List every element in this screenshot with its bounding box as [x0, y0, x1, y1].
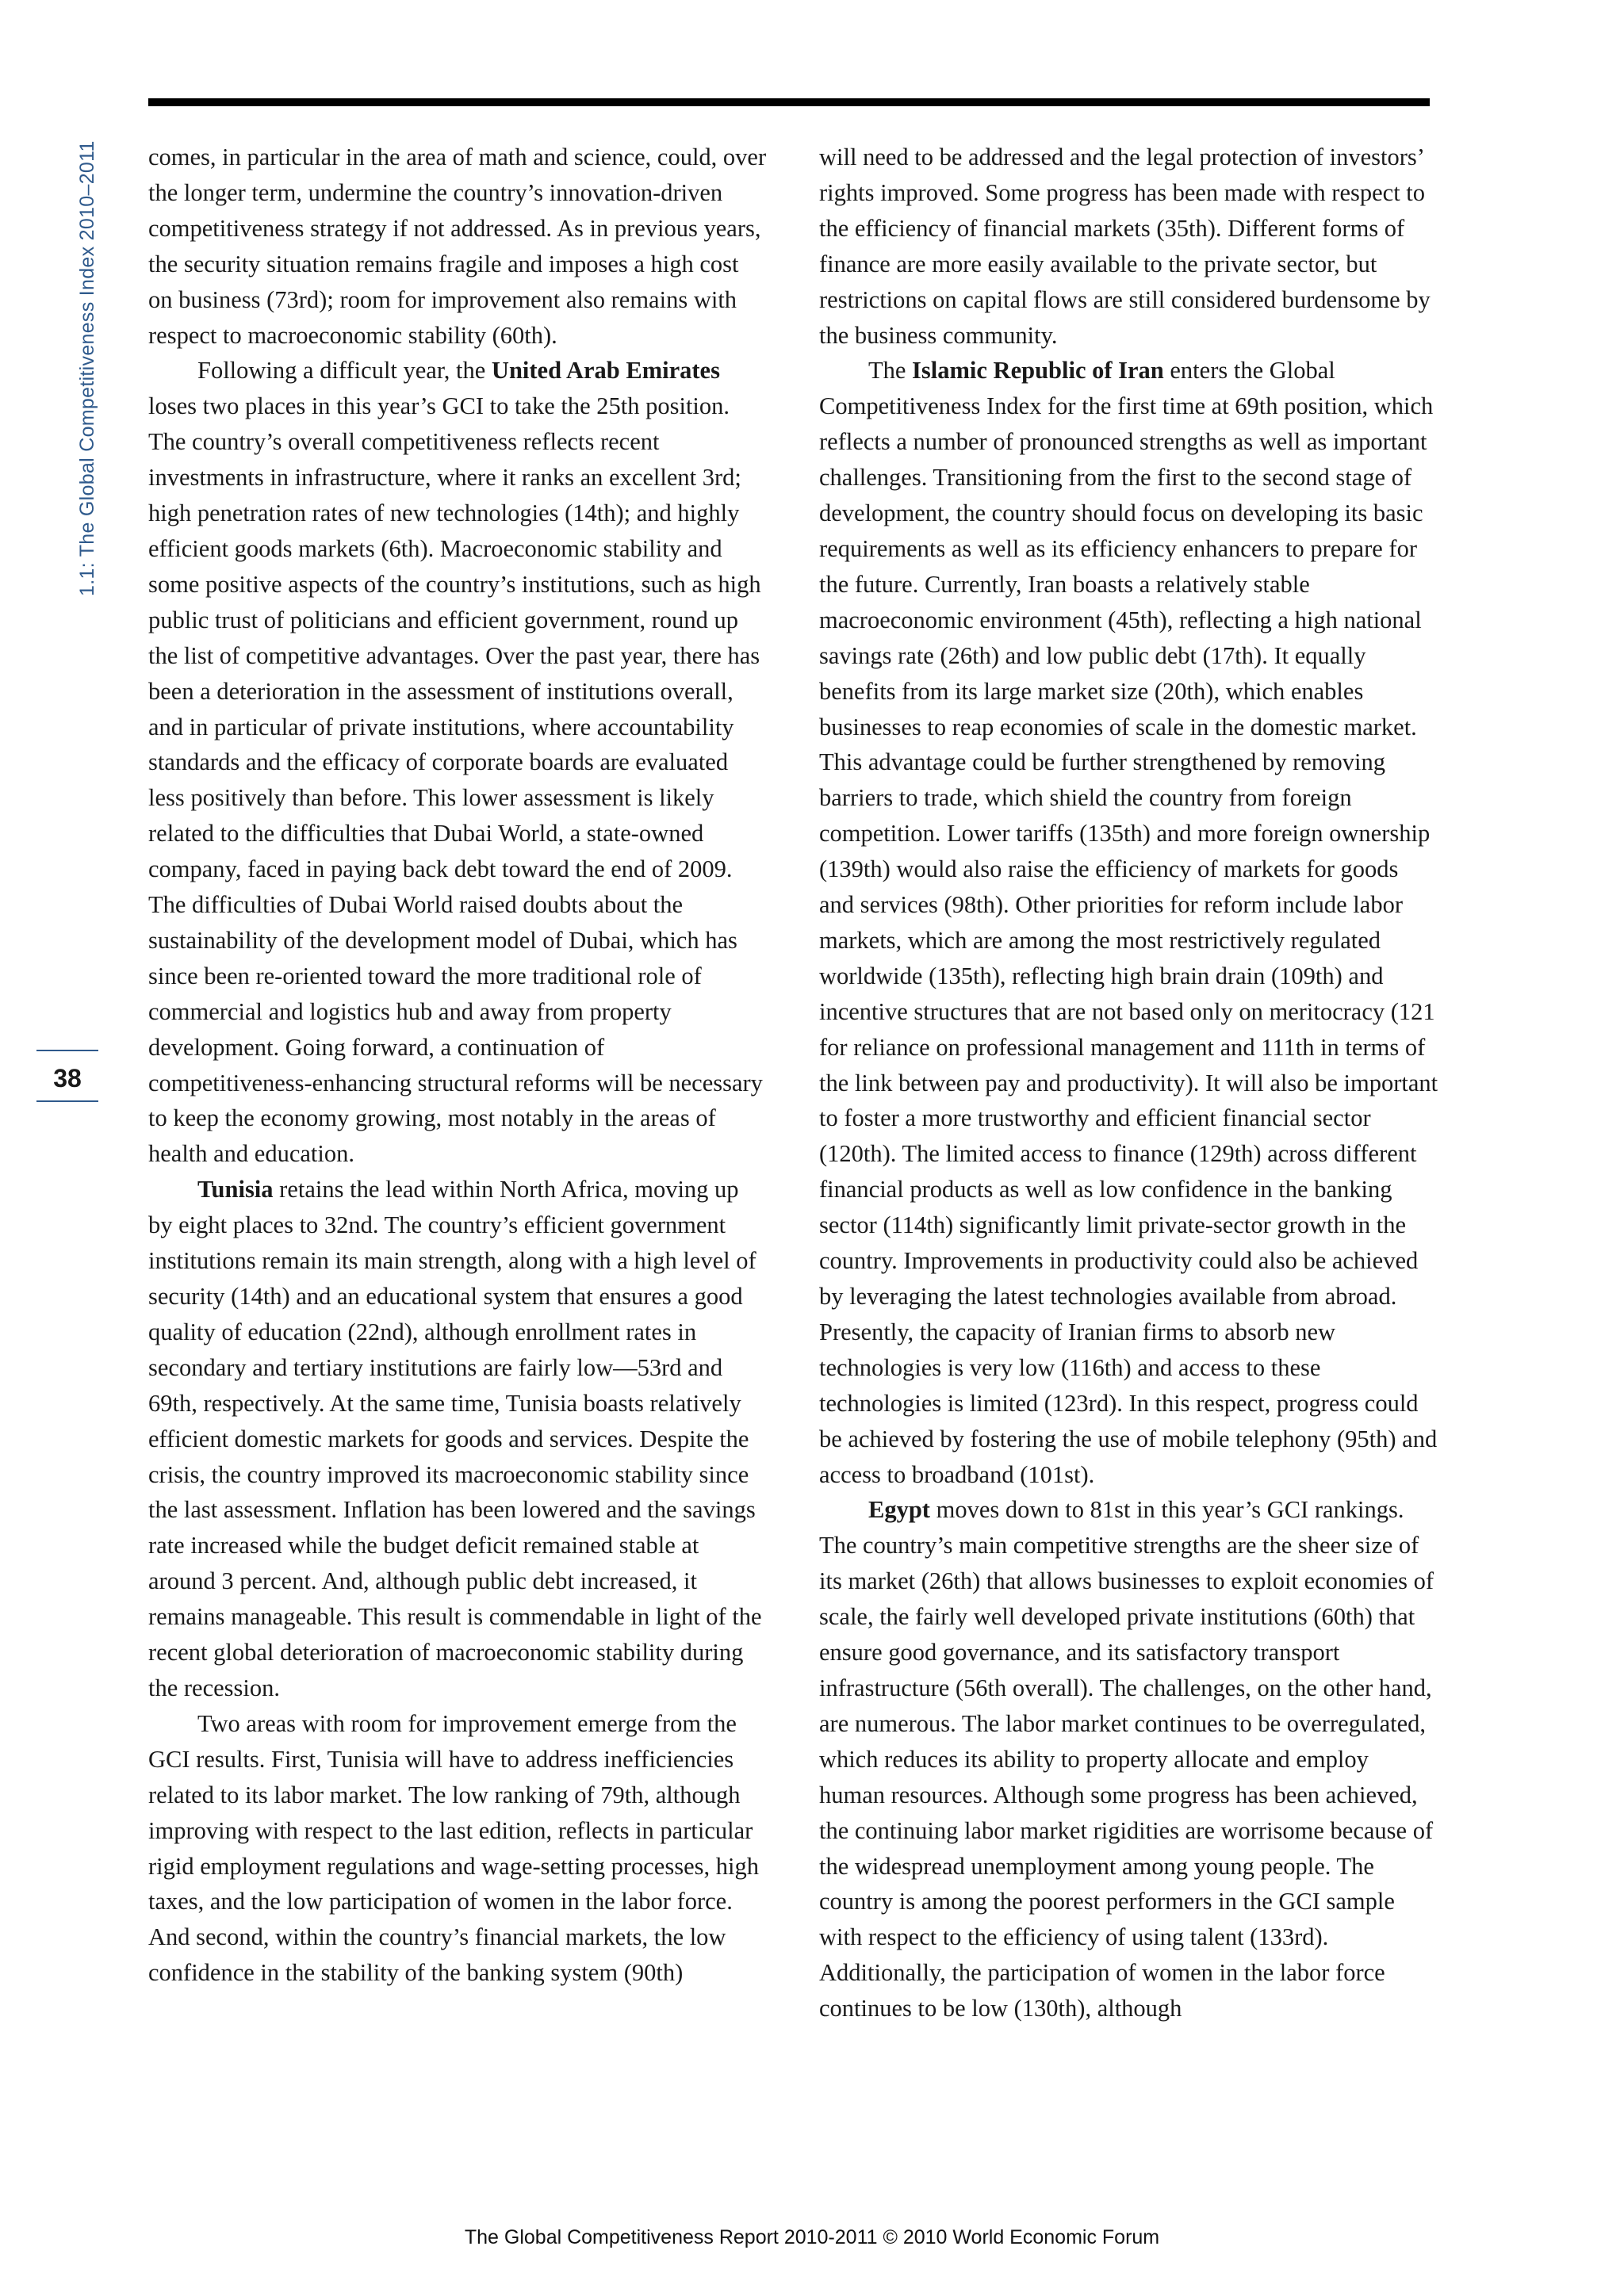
paragraph-tunisia — [148, 1172, 768, 1706]
paragraph: Two areas with room for improvement emerge from the GCI results. First, Tunisia will have to address inefficiencies related to its labor market. The low ranking of 79th, although improving with respect to the last edition, reflects in particular rigid employment regulations and wage-setting processes, high taxes, and the low participation of women in the labor force. And second, within the country’s financial markets, the low confidence in the stability of the banking system (90th) — [148, 1709, 759, 1987]
paragraph-text: retains the lead within North Africa, moving up by eight places to 32nd. The country’s efficient government institutions remain its main strength, along with a high level of security (14th) and an educational system that ensures a good quality of education (22nd), although enrollment rates in secondary and tertiary institutions are fairly low—53rd and 69th, respectively. At the same time, Tunisia boasts relatively efficient domestic markets for goods and services. Despite the crisis, the country improved its macroeconomic stability since the last assessment. Inflation has been lowered and the savings rate increased while the budget deficit remained stable at around 3 percent. And, although public debt increased, it remains manageable. This result is commendable in light of the recent global deterioration of macroeconomic stability during the recession. — [148, 1176, 762, 1701]
country-name: Tunisia — [197, 1176, 274, 1203]
top-rule — [148, 98, 1430, 106]
right-column — [819, 140, 1439, 2026]
country-name: Egypt — [868, 1496, 930, 1524]
paragraph-uae — [148, 353, 768, 1172]
page-number-rule-bottom — [36, 1100, 98, 1102]
left-column — [148, 140, 768, 1991]
page-footer: The Global Competitiveness Report 2010-2011 © 2010 World Economic Forum — [464, 2226, 1160, 2248]
country-name: United Arab Emirates — [491, 357, 720, 385]
paragraph-text: moves down to 81st in this year’s GCI rankings. The country’s main competitive strengths are the sheer size of its market (26th) that allows businesses to exploit economies of scale, the fairly well developed private institutions (60th) that ensure good governance, and its satisfactory transport infrastructure (56th overall). The challenges, on the other hand, are numerous. The labor market continues to be overregulated, which reduces its ability to property allocate and employ human resources. Although some progress has been achieved, the continuing labor market rigidities are worrisome because of the widespread unemployment among young people. The country is among the poorest performers in the GCI sample with respect to the efficiency of using talent (133rd). Additionally, the participation of women in the labor force continues to be low (130th), although — [819, 1496, 1434, 2022]
paragraph: comes, in particular in the area of math and science, could, over the longer term, undermine the country’s innovation-driven competitiveness strategy if not addressed. As in previous years, the security situation remains fragile and imposes a high cost on business (73rd); room for improvement also remains with respect to macroeconomic stability (60th). — [148, 144, 767, 349]
page-number-rule-top — [36, 1050, 98, 1051]
paragraph-text: enters the Global Competitiveness Index for the first time at 69th position, which reflects a number of pronounced strengths as well as important challenges. Transitioning from the first to the second stage of development, the country should focus on developing its basic requirements as well as its efficiency enhancers to prepare for the future. Currently, Iran boasts a relatively stable macroeconomic environment (45th), reflecting a high national savings rate (26th) and low public debt (17th). It equally benefits from its large market size (20th), which enables businesses to reap economies of scale in the domestic market. This advantage could be further strengthened by removing barriers to trade, which shield the country from foreign competition. Lower tariffs (135th) and more foreign ownership (139th) would also raise the efficiency of markets for goods and services (98th). Other priorities for reform include labor markets, which are among the most restrictively regulated worldwide (135th), reflecting high brain drain (109th) and incentive structures that are not based only on meritocracy (121 for reliance on professional management and 111th in terms of the link between pay and productivity). It will also be important to foster a more trustworthy and efficient financial sector (120th). The limited access to finance (129th) across different financial products as well as low confidence in the banking sector (114th) significantly limit private-sector growth in the country. Improvements in productivity could also be achieved by leveraging the latest technologies available from abroad. Presently, the capacity of Iranian firms to absorb new technologies is very low (116th) and access to these technologies is limited (123rd). In this respect, progress could be achieved by fostering the use of mobile telephony (95th) and access to broadband (101st). — [819, 357, 1438, 1488]
paragraph-iran — [819, 353, 1439, 1492]
paragraph-text: loses two places in this year’s GCI to take the 25th position. The country’s overall competitiveness reflects recent investments in infrastructure, where it ranks an excellent 3rd; high penetration rates of new technologies (14th); and highly efficient goods markets (6th). Macroeconomic stability and some positive aspects of the country’s institutions, such as high public trust of politicians and efficient government, round up the list of competitive advantages. Over the past year, there has been a deterioration in the assessment of institutions overall, and in particular of private institutions, where accountability standards and the efficacy of corporate boards are evaluated less positively than before. This lower assessment is likely related to the difficulties that Dubai World, a state-owned company, faced in paying back debt toward the end of 2009. The difficulties of Dubai World raised doubts about the sustainability of the development model of Dubai, which has since been re-oriented toward the more traditional role of commercial and logistics hub and away from property development. Going forward, a continuation of competitiveness-enhancing structural reforms will be necessary to keep the economy growing, most notably in the areas of health and education. — [148, 392, 763, 1168]
page-number: 38 — [53, 1064, 82, 1093]
paragraph-lead: Following a difficult year, the — [197, 357, 492, 385]
paragraph: will need to be addressed and the legal protection of investors’ rights improved. Some progress has been made with respect to the efficiency of financial markets (35th). Different forms of finance are more easily available to the private sector, but restrictions on capital flows are still considered burdensome by the business community. — [819, 144, 1431, 349]
paragraph-egypt — [819, 1492, 1439, 2026]
side-running-title: 1.1: The Global Competitiveness Index 2010–2011 — [76, 140, 98, 596]
country-name: Islamic Republic of Iran — [912, 357, 1164, 385]
paragraph-lead: The — [868, 357, 913, 385]
